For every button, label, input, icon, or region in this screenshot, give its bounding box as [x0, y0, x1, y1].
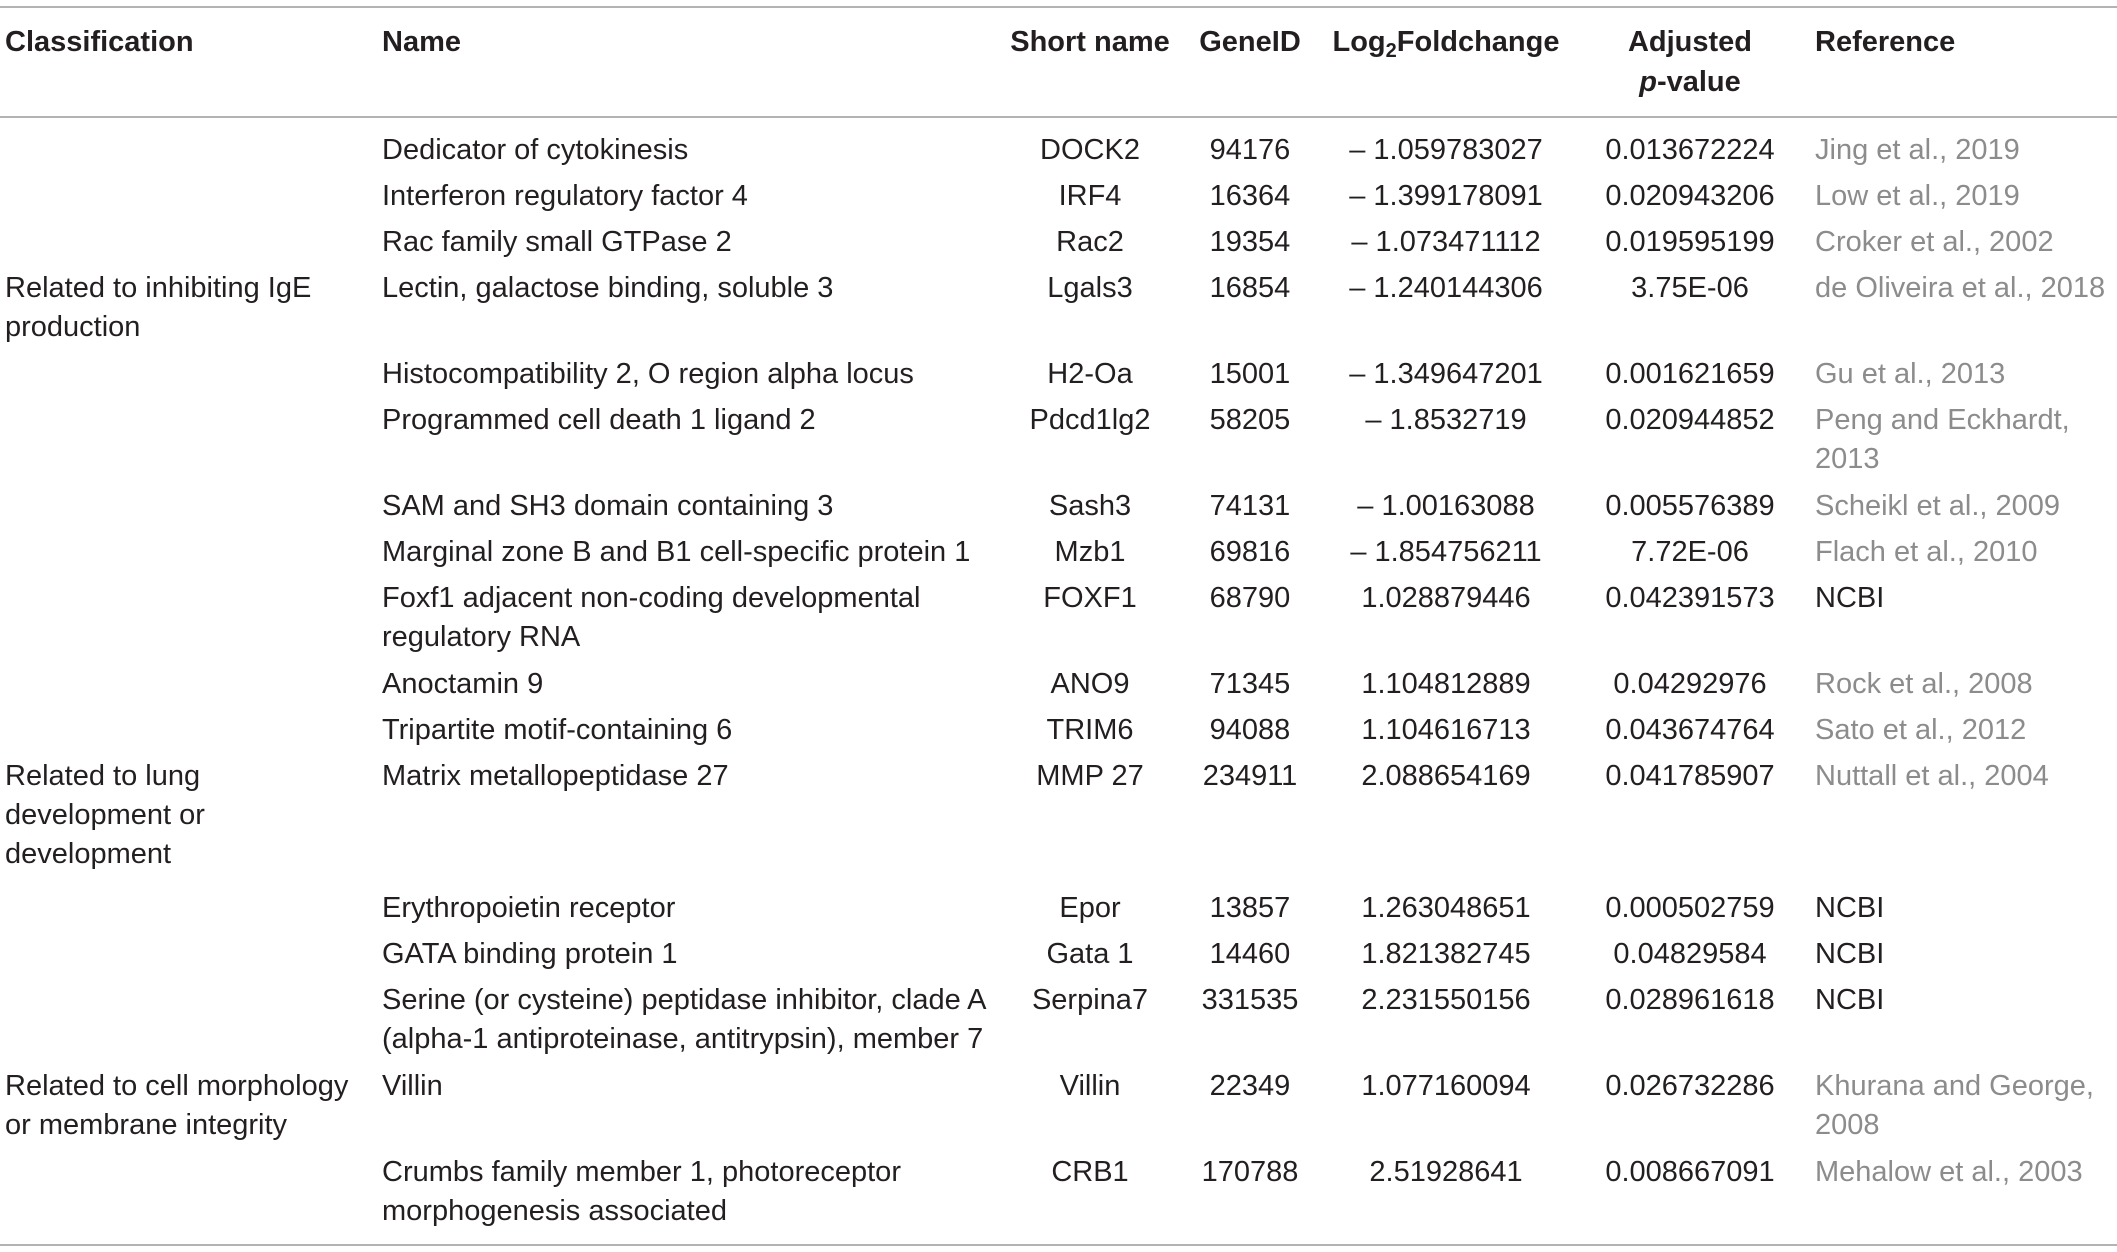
gene-name: Interferon regulatory factor 4: [382, 180, 748, 212]
adjusted-p-value: 0.028961618: [1605, 984, 1775, 1016]
gene-id: 19354: [1209, 226, 1291, 258]
short-name: CRB1: [1051, 1156, 1129, 1188]
log2-foldchange: 2.088654169: [1361, 760, 1531, 792]
reference: 2008: [1815, 1109, 1880, 1141]
log2-foldchange: – 1.240144306: [1349, 272, 1543, 304]
short-name: Mzb1: [1054, 536, 1126, 568]
gene-id: 94088: [1209, 714, 1291, 746]
adjusted-p-value: 0.000502759: [1605, 892, 1775, 924]
reference: Croker et al., 2002: [1815, 226, 2054, 258]
gene-id: 94176: [1209, 134, 1291, 166]
adjusted-p-value: 0.041785907: [1605, 760, 1775, 792]
gene-name: Programmed cell death 1 ligand 2: [382, 404, 816, 436]
adjusted-p-value: 0.013672224: [1605, 134, 1775, 166]
gene-id: 170788: [1201, 1156, 1299, 1188]
short-name: Epor: [1059, 892, 1121, 924]
short-name: Gata 1: [1046, 938, 1134, 970]
header-classification: Classification: [5, 26, 194, 58]
gene-id: 71345: [1209, 668, 1291, 700]
gene-name: morphogenesis associated: [382, 1195, 727, 1227]
log2-foldchange: 1.104812889: [1361, 668, 1531, 700]
gene-id: 58205: [1209, 404, 1291, 436]
reference: NCBI: [1815, 582, 1885, 614]
reference: Low et al., 2019: [1815, 180, 2020, 212]
gene-id: 69816: [1209, 536, 1291, 568]
gene-id: 16854: [1209, 272, 1291, 304]
log2-foldchange: – 1.00163088: [1357, 490, 1535, 522]
gene-name: Crumbs family member 1, photoreceptor: [382, 1156, 901, 1188]
adjusted-p-value: 0.020944852: [1605, 404, 1775, 436]
reference: Flach et al., 2010: [1815, 536, 2038, 568]
classification-label: Related to inhibiting IgE: [5, 272, 312, 304]
adjusted-p-value: 0.04292976: [1613, 668, 1767, 700]
gene-name: Marginal zone B and B1 cell-specific protein 1: [382, 536, 971, 568]
reference: NCBI: [1815, 892, 1885, 924]
bottom-rule: [0, 1244, 2117, 1246]
gene-name: regulatory RNA: [382, 621, 581, 653]
adjusted-p-value: 0.043674764: [1605, 714, 1775, 746]
reference: Mehalow et al., 2003: [1815, 1156, 2083, 1188]
short-name: Sash3: [1048, 490, 1132, 522]
reference: NCBI: [1815, 938, 1885, 970]
log2-foldchange: 2.51928641: [1369, 1156, 1523, 1188]
header-name: Name: [382, 26, 461, 58]
reference: Nuttall et al., 2004: [1815, 760, 2049, 792]
gene-id: 22349: [1209, 1070, 1291, 1102]
short-name: Rac2: [1056, 226, 1124, 258]
classification-label: or membrane integrity: [5, 1109, 288, 1141]
gene-id: 68790: [1209, 582, 1291, 614]
short-name: DOCK2: [1040, 134, 1140, 166]
gene-name: Erythropoietin receptor: [382, 892, 676, 924]
log2-foldchange: – 1.059783027: [1349, 134, 1543, 166]
header-rule: [0, 116, 2117, 118]
reference: Peng and Eckhardt,: [1815, 404, 2070, 436]
gene-name: Histocompatibility 2, O region alpha locus: [382, 358, 914, 390]
log2-foldchange: 1.104616713: [1361, 714, 1531, 746]
gene-id: 234911: [1202, 760, 1298, 792]
log2-foldchange: – 1.073471112: [1351, 226, 1541, 258]
gene-id: 14460: [1209, 938, 1291, 970]
header-log2-foldchange: Log$_2$Foldchange: [1332, 26, 1560, 62]
log2-foldchange: – 1.8532719: [1365, 404, 1527, 436]
short-name: TRIM6: [1046, 714, 1134, 746]
gene-name: Serine (or cysteine) peptidase inhibitor, clade A: [382, 984, 987, 1016]
gene-name: Dedicator of cytokinesis: [382, 134, 689, 166]
header-reference: Reference: [1815, 26, 1956, 58]
classification-label: production: [5, 311, 141, 343]
short-name: Lgals3: [1047, 272, 1133, 304]
reference: Sato et al., 2012: [1815, 714, 2027, 746]
adjusted-p-value: 3.75E-06: [1631, 272, 1749, 304]
short-name: H2-Oa: [1047, 358, 1133, 390]
adjusted-p-value: 0.020943206: [1605, 180, 1775, 212]
log2-foldchange: 2.231550156: [1361, 984, 1531, 1016]
adjusted-p-value: 0.001621659: [1605, 358, 1775, 390]
adjusted-p-value: 7.72E-06: [1631, 536, 1749, 568]
gene-id: 16364: [1209, 180, 1291, 212]
reference: Rock et al., 2008: [1815, 668, 2033, 700]
gene-name: GATA binding protein 1: [382, 938, 678, 970]
adjusted-p-value: 0.04829584: [1613, 938, 1767, 970]
reference: 2013: [1815, 443, 1880, 475]
log2-foldchange: 1.028879446: [1361, 582, 1531, 614]
short-name: FOXF1: [1043, 582, 1137, 614]
log2-foldchange: – 1.854756211: [1350, 536, 1542, 568]
adjusted-p-value: 0.008667091: [1605, 1156, 1775, 1188]
adjusted-p-value: 0.042391573: [1605, 582, 1775, 614]
classification-label: Related to cell morphology: [5, 1070, 349, 1102]
gene-name: Tripartite motif-containing 6: [382, 714, 733, 746]
gene-name: SAM and SH3 domain containing 3: [382, 490, 834, 522]
log2-foldchange: 1.077160094: [1361, 1070, 1531, 1102]
gene-name: Lectin, galactose binding, soluble 3: [382, 272, 834, 304]
reference: Khurana and George,: [1815, 1070, 2094, 1102]
log2-foldchange: – 1.399178091: [1349, 180, 1543, 212]
gene-name: Villin: [382, 1070, 443, 1102]
header-short-name: Short name: [1010, 26, 1170, 58]
short-name: IRF4: [1058, 180, 1122, 212]
classification-label: development or: [5, 799, 205, 831]
short-name: ANO9: [1050, 668, 1130, 700]
header-adjusted-p-value: Adjusted p-value: [1627, 26, 1753, 98]
classification-label: Related to lung: [5, 760, 201, 792]
classification-label: development: [5, 838, 172, 870]
gene-name: Foxf1 adjacent non-coding developmental: [382, 582, 921, 614]
adjusted-p-value: 0.026732286: [1605, 1070, 1775, 1102]
short-name: Serpina7: [1031, 984, 1149, 1016]
adjusted-p-value: 0.005576389: [1605, 490, 1775, 522]
short-name: MMP 27: [1036, 760, 1144, 792]
reference: Gu et al., 2013: [1815, 358, 2006, 390]
gene-id: 13857: [1209, 892, 1291, 924]
log2-foldchange: 1.263048651: [1361, 892, 1531, 924]
adjusted-p-value: 0.019595199: [1605, 226, 1775, 258]
gene-id: 74131: [1209, 490, 1291, 522]
gene-name: Matrix metallopeptidase 27: [382, 760, 729, 792]
top-rule: [0, 6, 2117, 8]
short-name: Villin: [1059, 1070, 1121, 1102]
gene-name: (alpha-1 antiproteinase, antitrypsin), member 7: [382, 1023, 984, 1055]
short-name: Pdcd1lg2: [1029, 404, 1151, 436]
gene-name: Anoctamin 9: [382, 668, 544, 700]
gene-id: 15001: [1209, 358, 1291, 390]
reference: de Oliveira et al., 2018: [1815, 272, 2106, 304]
gene-name: Rac family small GTPase 2: [382, 226, 732, 258]
reference: NCBI: [1815, 984, 1885, 1016]
reference: Scheikl et al., 2009: [1815, 490, 2061, 522]
reference: Jing et al., 2019: [1815, 134, 2020, 166]
log2-foldchange: 1.821382745: [1361, 938, 1531, 970]
gene-id: 331535: [1201, 984, 1299, 1016]
header-gene-id: GeneID: [1199, 26, 1301, 58]
log2-foldchange: – 1.349647201: [1349, 358, 1543, 390]
